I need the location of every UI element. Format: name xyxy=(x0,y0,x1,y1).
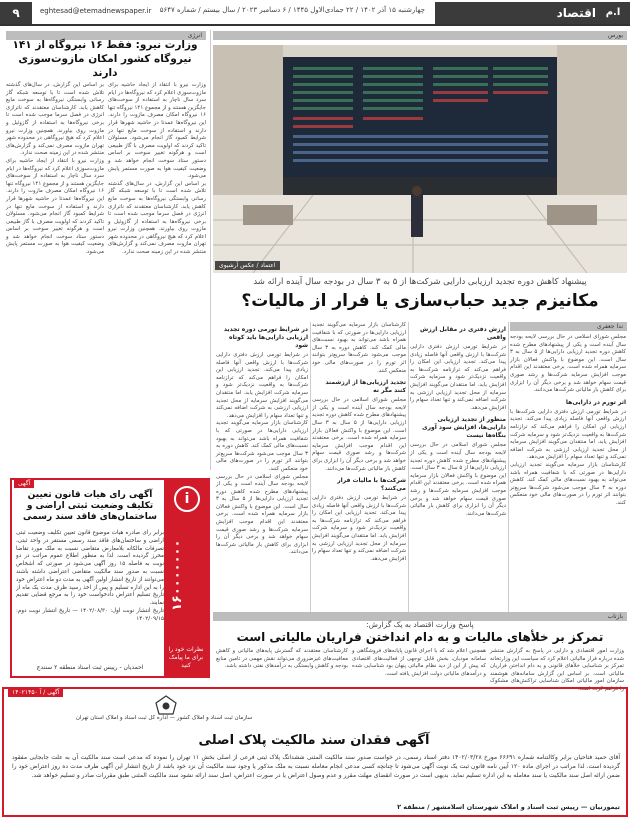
bottom-article-lead: پاسخ وزارت اقتصاد به یک گزارش: xyxy=(366,620,474,629)
page-number: ۹ xyxy=(0,2,32,24)
main-article-text-3c: در شرایط تورمی ارزش دفتری دارایی شرکت‌ها با ارزش واقعی آنها فاصله زیادی پیدا می‌کند. تجدید ارزیابی این امکان را فراهم می‌کند که ترازنامه شرکت‌ها به واقعیت نزدیک‌تر شود و سرمایه شرکت افزایش یابد. اما منتقدان می‌گویند افزایش سرمایه از محل تجدید ارزیابی ارزشی به شرکت اضافه نمی‌کند و تنها تعداد سهام را افزایش می‌دهد. xyxy=(312,495,406,562)
bottom-article-column-2 xyxy=(352,648,486,684)
main-article-column-3 xyxy=(312,322,406,612)
column-divider xyxy=(310,322,311,612)
email-link[interactable]: eghtesad@etemadnewspaper.ir xyxy=(40,7,152,15)
registry-emblem-icon xyxy=(154,695,178,715)
main-article-text-4: در شرایط تورمی ارزش دفتری دارایی شرکت‌ها با ارزش واقعی آنها فاصله زیادی پیدا می‌کند. تجدید ارزیابی این امکان را فراهم می‌کند که ترازنامه شرکت‌ها به واقعیت نزدیک‌تر شود و سرمایه شرکت افزایش یابد. اما منتقدان می‌گویند افزایش سرمایه از محل تجدید ارزیابی ارزشی به شرکت اضافه نمی‌کند و تنها تعداد سهام را افزایش می‌دهد. xyxy=(216,352,308,419)
ad-body xyxy=(16,530,164,624)
bottom-article-text-3: کارشناسان معتقدند که گسترش پایه‌های مالیاتی و کاهش معافیت‌های غیرضروری می‌تواند نقش مهمی در تامین منابع بودجه و کاهش وابستگی به درآمدهای نفتی داشته باشد. xyxy=(216,648,348,670)
subhead-1: اثر تورم در دارایی‌ها xyxy=(565,398,626,406)
main-article-text-3: کارشناسان بازار سرمایه می‌گویند تجدید ارزیابی دارایی‌ها در صورتی که با شفافیت همراه باشد می‌تواند به بهبود نسبت‌های مالی کمک کند. کاهش دوره به ۳ سال موجب می‌شود شرکت‌ها سریع‌تر بتوانند اثر تورم را در صورت‌های مالی خود منعکس کنند. xyxy=(312,322,407,374)
main-article-lead-kicker: پیشنهاد کاهش دوره تجدید ارزیابی دارایی شرکت‌ها از ۵ به ۳ سال در بودجه سال آینده ارائه شد xyxy=(253,277,587,287)
legal-ad-box xyxy=(10,478,210,678)
subhead-5: شرکت‌ها با مالیات فرار می‌کنند؟ xyxy=(337,477,406,493)
ad-signature: احمدیان - رییس ثبت اسناد منطقه ۲ سنندج xyxy=(36,664,144,671)
left-article-column-1 xyxy=(108,82,206,467)
subhead-2: در شرایط تورمی دوره تجدید ارزیابی دارایی‌ها باید کوتاه شود xyxy=(223,326,308,349)
issue-info: چهارشنبه ۱۵ آذر ۱۴۰۲ / ۲۲ جمادی‌الاول ۱۴۴۵ / ۶ دسامبر ۲۰۲۳ / سال بیستم / شماره ۵۶۴۷ xyxy=(159,6,425,14)
ad-body-text: برابر رای صادره هیات موضوع قانون تعیین تکلیف وضعیت ثبتی اراضی و ساختمان‌های فاقد سند رسمی مستقر در واحد ثبتی، تصرفات مالکانه بلامعارض متقاضی نسبت به ملک مورد تقاضا محرز گردیده است. لذا به منظور اطلاع عموم مراتب در دو نوبت به فاصله ۱۵ روز آگهی می‌شود در صورتی که اشخاص نسبت به صدور سند مالکیت متقاضی اعتراضی داشته باشند می‌توانند از تاریخ انتشار اولین آگهی به مدت دو ماه اعتراض خود را به این اداره تسلیم و پس از اخذ رسید ظرف مدت یک ماه از تاریخ تسلیم اعتراض دادخواست خود را به مرجع قضایی تقدیم نمایند. xyxy=(16,530,165,607)
left-article-text-2b: وزارت نیرو با انتقاد از ایجاد حاشیه برای مازوت‌سوزی اعلام کرد که نیروگاه‌ها در ایام سرد سال ناچار به استفاده از سوخت‌های جایگزین هستند و از مجموع ۱۴۱ نیروگاه تنها ۱۶ نیروگاه امکان مصرف مازوت را دارند. این نیروگاه‌ها عمدتا در حاشیه شهرها قرار دارند و استفاده از سوخت مایع تنها در شرایط کمبود گاز انجام می‌شود. مسئولان تاکید کردند که اولویت مصرف با گاز طبیعی است و هرگونه تغییر سوخت بر اساس دستور ستاد سوخت انجام خواهد شد و وضعیت کیفیت هوا به صورت مستمر پایش می‌شود. xyxy=(6,157,104,256)
left-article-kicker: انرژی xyxy=(187,32,202,39)
main-article-column-4 xyxy=(216,322,308,612)
bottom-article-column-1 xyxy=(490,648,624,692)
left-article-text-2: بر اساس این گزارش، در سال‌های گذشته تلاش شده است تا با توسعه شبکه گاز رسانی وابستگی نیروگاه‌ها به سوخت مایع کاهش یابد. کارشناسان معتقدند که ناترازی انرژی در فصل سرما موجب شده است تا برخی نیروگاه‌ها به استفاده از گازوئیل و مازوت روی بیاورند. همچنین وزارت نیرو اعلام کرد که هیچ نیروگاهی در محدوده شهر تهران مازوت مصرف نمی‌کند و گزارش‌های منتشر شده در این زمینه صحت ندارد. xyxy=(6,82,104,157)
main-article-text-2b: مجلس شورای اسلامی در حال بررسی لایحه بودجه سال آینده است و یکی از پیشنهادهای مطرح شده کاهش دوره تجدید ارزیابی دارایی‌ها از ۵ سال به ۳ سال است. این موضوع با واکنش فعالان بازار سرمایه همراه شده است. برخی معتقدند این اقدام موجب افزایش سرمایه شرکت‌ها و رشد صوری قیمت سهام خواهد شد و برخی دیگر آن را ابزاری برای کاهش بار مالیاتی شرکت‌ها می‌دانند. xyxy=(410,442,507,517)
column-divider xyxy=(408,322,409,612)
subhead-6: منظور از تجدید ارزیابی دارایی‌ها، افزایش سود آوری بنگاه‌ها نیست xyxy=(422,416,506,440)
notice-signature: تیمورنیان — رییس ثبت اسناد و املاک شهرستان اسلامشهر / منطقه ۲ xyxy=(397,803,620,811)
main-kicker-strip xyxy=(213,31,627,40)
section-label: اقتصاد xyxy=(556,6,596,20)
left-article-title: وزارت نیرو: فقط ۱۶ نیروگاه از ۱۴۱ نیروگاه کشور امکان مازوت‌سوزی دارند xyxy=(12,39,198,79)
bottom-article-text-2: همچنین اعلام شد که با اجرای قانون پایانه‌های فروشگاهی و سامانه مودیان، بخش قابل توجهی از فعالیت‌های اقتصادی که پیش از این از دید نظام مالیاتی پنهان بود شناسایی شده و درآمدهای مالیاتی دولت افزایش یافته است. xyxy=(352,648,486,677)
main-article-text-2: در شرایط تورمی ارزش دفتری دارایی شرکت‌ها با ارزش واقعی آنها فاصله زیادی پیدا می‌کند. تجدید ارزیابی این امکان را فراهم می‌کند که ترازنامه شرکت‌ها به واقعیت نزدیک‌تر شود و سرمایه شرکت افزایش یابد. اما منتقدان می‌گویند افزایش سرمایه از محل تجدید ارزیابی ارزشی به شرکت اضافه نمی‌کند و تنها تعداد سهام را افزایش می‌دهد. xyxy=(410,344,506,411)
stock-exchange-photo xyxy=(213,45,627,273)
main-article-kicker: بورس xyxy=(608,32,623,39)
main-article-text-4b: کارشناسان بازار سرمایه می‌گویند تجدید ارزیابی دارایی‌ها در صورتی که با شفافیت همراه باشد می‌تواند به بهبود نسبت‌های مالی کمک کند. کاهش دوره به ۳ سال موجب می‌شود شرکت‌ها سریع‌تر بتوانند اثر تورم را در صورت‌های مالی خود منعکس کنند. xyxy=(216,420,308,472)
section-title xyxy=(435,2,630,24)
newspaper-logo-icon: ا.م xyxy=(605,7,621,18)
main-article-text-4c: مجلس شورای اسلامی در حال بررسی لایحه بودجه سال آینده است و یکی از پیشنهادهای مطرح شده کاهش دوره تجدید ارزیابی دارایی‌ها از ۵ سال به ۳ سال است. این موضوع با واکنش فعالان بازار سرمایه همراه شده است. برخی معتقدند این اقدام موجب افزایش سرمایه شرکت‌ها و رشد صوری قیمت سهام خواهد شد و برخی دیگر آن را ابزاری برای کاهش بار مالیاتی شرکت‌ها می‌دانند. xyxy=(216,473,308,556)
notice-tag: آگهی / آ ۱۴۰۲۱۴۵۰ xyxy=(8,688,63,697)
main-article-byline: ندا جعفری xyxy=(596,323,623,330)
notice-title: آگهی فقدان سند مالکیت پلاک اصلی xyxy=(198,733,430,748)
notice-organization: سازمان ثبت اسناد و املاک کشور — اداره کل ثبت اسناد و املاک استان تهران xyxy=(75,715,253,721)
bottom-article-column-3 xyxy=(216,648,348,684)
page-header xyxy=(0,0,630,26)
subhead-4: ارزش دفتری در مقابل ارزش واقعی xyxy=(420,326,506,341)
bottom-article-text-1: وزارت امور اقتصادی و دارایی در پاسخ به گزارش منتشر شده درباره فرار مالیاتی اعلام کرد که سیاست این وزارتخانه تمرکز بر شناسایی خلأهای قانونی و به دام انداختن فراریان مالیاتی است. بر اساس این گزارش سامانه‌های هوشمند سازمان امور مالیاتی امکان شناسایی تراکنش‌های مشکوک را فراهم کرده است. xyxy=(490,648,624,692)
photo-credit: اعتماد / عکس آرشیوی xyxy=(215,261,280,270)
column-divider xyxy=(508,322,509,612)
main-article-title: مکانیزم جدید حباب‌سازی یا فرار از مالیات؟ xyxy=(241,291,599,311)
notice-body: آقای حمید فتاحیان برابر وکالتنامه شماره ۶۶۶۹۱ مورخ ۱۴۰۲/۰۳/۲۸ دفتر اسناد رسمی، در خواست صدور سند مالکیت المثنی ششدانگ پلاک ثبتی فرعی از اصلی بخش ۱۱ تهران را نموده که مدعی است سند مالکیت آن به علت جابجایی مفقود گردیده است. لذا مراتب در اجرای ماده ۱۲۰ آیین نامه قانون ثبت یک نوبت آگهی می‌شود تا چنانچه کسی مدعی انجام معامله نسبت به ملک مذکور یا وجود سند مالکیت آن نزد خود باشد از تاریخ انتشار این آگهی ظرف مدت ده روز اعتراض خود را ضمن ارائه اصل سند مالکیت یا سند معامله به این اداره تسلیم نماید. بدیهی است در صورت انقضای مهلت مقرر و عدم وصول اعتراض یا در صورت اعتراض، اصل سند ارائه نشود سند مالکیت المثنی طبق مقررات صادر و تسلیم خواهد شد. xyxy=(12,754,621,779)
info-icon: i xyxy=(174,486,200,512)
ad-title: آگهی رای هیات قانون تعیین تکلیف وضعیت ثبتی اراضی و ساختمان‌های فاقد سند رسمی xyxy=(22,490,157,522)
main-article-text-1b: در شرایط تورمی ارزش دفتری دارایی شرکت‌ها با ارزش واقعی آنها فاصله زیادی پیدا می‌کند. تجدید ارزیابی این امکان را فراهم می‌کند که ترازنامه شرکت‌ها به واقعیت نزدیک‌تر شود و سرمایه شرکت افزایش یابد. اما منتقدان می‌گویند افزایش سرمایه از محل تجدید ارزیابی ارزشی به شرکت اضافه نمی‌کند و تنها تعداد سهام را افزایش می‌دهد. xyxy=(510,408,626,461)
byline-strip xyxy=(510,322,627,331)
main-article-text-1: مجلس شورای اسلامی در حال بررسی لایحه بودجه سال آینده است و یکی از پیشنهادهای مطرح شده کاهش دوره تجدید ارزیابی دارایی‌ها از ۵ سال به ۳ سال است. این موضوع با واکنش فعالان بازار سرمایه همراه شده است. برخی معتقدند این اقدام موجب افزایش سرمایه شرکت‌ها و رشد صوری قیمت سهام خواهد شد و برخی دیگر آن را ابزاری برای کاهش بار مالیاتی شرکت‌ها می‌دانند. xyxy=(510,334,626,394)
subhead-3: تجدید ارزیابی‌ها از ارزشمند کنند مگر نه xyxy=(325,379,406,395)
property-notice-box xyxy=(2,687,628,817)
column-divider xyxy=(210,30,211,470)
main-article-text-1c: کارشناسان بازار سرمایه می‌گویند تجدید ارزیابی دارایی‌ها در صورتی که با شفافیت همراه باشد می‌تواند به بهبود نسبت‌های مالی کمک کند. کاهش دوره به ۳ سال موجب می‌شود شرکت‌ها سریع‌تر بتوانند اثر تورم را در صورت‌های مالی خود منعکس کنند. xyxy=(510,461,626,506)
sms-number: ۱۶۰۰۰۰۰۰۰ xyxy=(170,539,185,611)
left-article-text-1b: بر اساس این گزارش، در سال‌های گذشته تلاش شده است تا با توسعه شبکه گاز رسانی وابستگی نیروگاه‌ها به سوخت مایع کاهش یابد. کارشناسان معتقدند که ناترازی انرژی در فصل سرما موجب شده است تا برخی نیروگاه‌ها به استفاده از گازوئیل و مازوت روی بیاورند. همچنین وزارت نیرو اعلام کرد که هیچ نیروگاهی در محدوده شهر تهران مازوت مصرف نمی‌کند و گزارش‌های منتشر شده در این زمینه صحت ندارد. xyxy=(108,180,206,256)
main-article-column-2 xyxy=(410,322,506,612)
main-article-text-3b: مجلس شورای اسلامی در حال بررسی لایحه بودجه سال آینده است و یکی از پیشنهادهای مطرح شده کاهش دوره تجدید ارزیابی دارایی‌ها از ۵ سال به ۳ سال است. این موضوع با واکنش فعالان بازار سرمایه همراه شده است. برخی معتقدند این اقدام موجب افزایش سرمایه شرکت‌ها و رشد صوری قیمت سهام خواهد شد و برخی دیگر آن را ابزاری برای کاهش بار مالیاتی شرکت‌ها می‌دانند. xyxy=(312,397,407,472)
bottom-article-kicker: بازتاب xyxy=(607,613,623,620)
main-article-column-1 xyxy=(510,334,626,612)
left-article-text-1: وزارت نیرو با انتقاد از ایجاد حاشیه برای مازوت‌سوزی اعلام کرد که نیروگاه‌ها در ایام سرد سال ناچار به استفاده از سوخت‌های جایگزین هستند و از مجموع ۱۴۱ نیروگاه تنها ۱۶ نیروگاه امکان مصرف مازوت را دارند. این نیروگاه‌ها عمدتا در حاشیه شهرها قرار دارند و استفاده از سوخت مایع تنها در شرایط کمبود گاز انجام می‌شود. مسئولان تاکید کردند که اولویت مصرف با گاز طبیعی است و هرگونه تغییر سوخت بر اساس دستور ستاد سوخت انجام خواهد شد و وضعیت کیفیت هوا به صورت مستمر پایش می‌شود. xyxy=(108,82,206,180)
sms-ad-banner[interactable] xyxy=(164,480,208,676)
ad-dates: تاریخ انتشار نوبت اول: ۱۴۰۲/۰۸/۳۰ — تاریخ انتشار نوبت دوم: ۱۴۰۲/۰۹/۱۵ xyxy=(16,607,164,622)
sms-call-to-action: نظرات خود را برای ما پیامک کنید xyxy=(168,646,204,669)
ad-tag: آگهی xyxy=(14,479,34,488)
bottom-article-title: تمرکز بر خلأهای مالیات و به دام انداختن فراریان مالیاتی است xyxy=(236,630,604,644)
left-article-column-2 xyxy=(6,82,104,467)
